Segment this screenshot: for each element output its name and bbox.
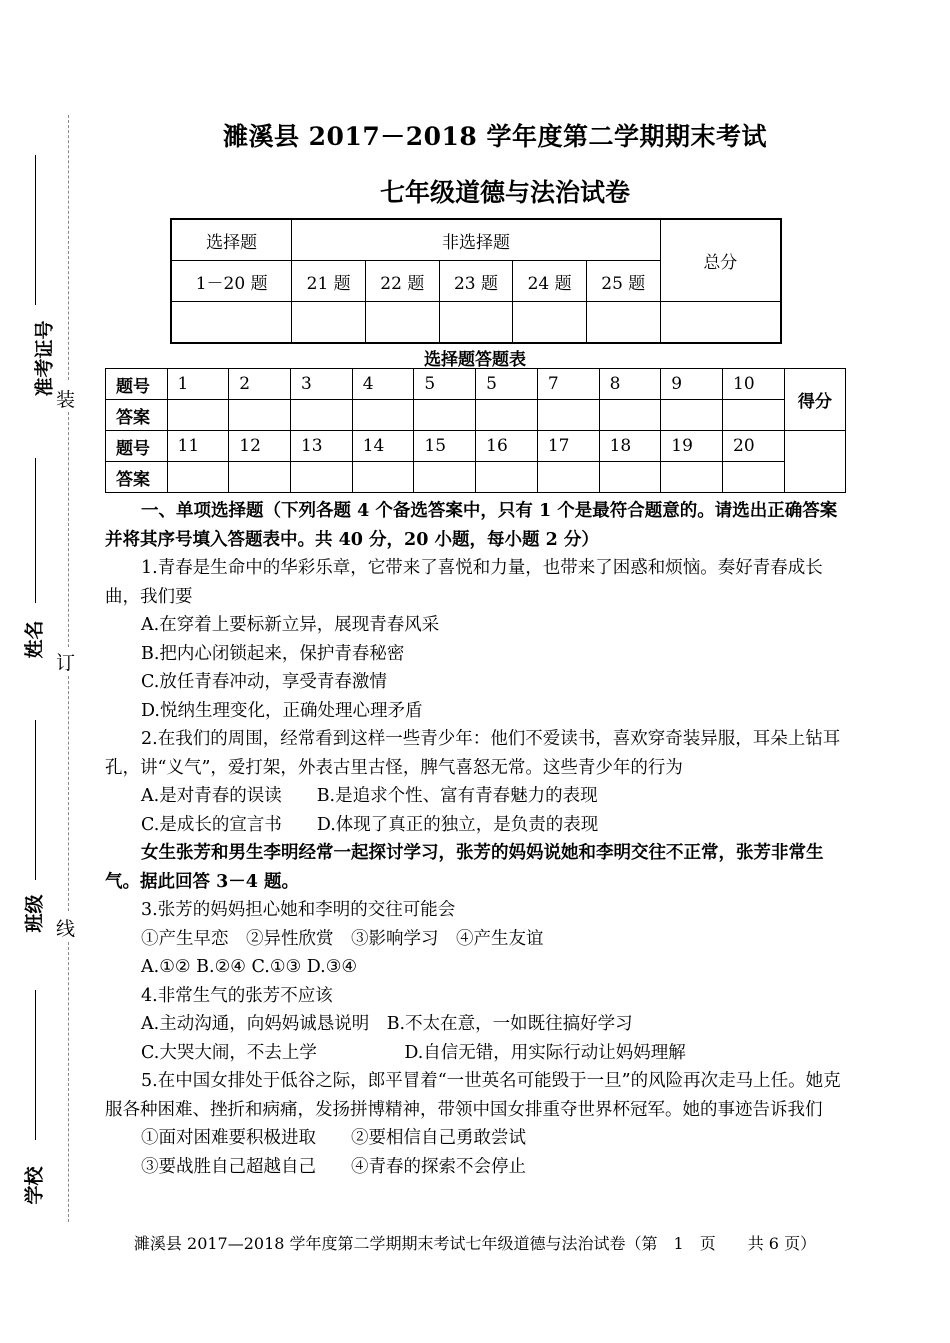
qno: 8 — [599, 369, 661, 400]
answer-table — [105, 368, 846, 493]
score-table — [170, 218, 782, 344]
score-sub-21: 21 题 — [292, 261, 366, 302]
answer-cell[interactable] — [723, 400, 785, 431]
q1-option-b: B.把内心闭锁起来，保护青春秘密 — [141, 643, 405, 664]
qno: 11 — [167, 431, 229, 462]
qno: 14 — [352, 431, 414, 462]
qno: 12 — [229, 431, 291, 462]
admission-label: 准考证号 — [33, 320, 56, 397]
binding-line-2 — [35, 458, 36, 603]
answer-cell[interactable] — [537, 400, 599, 431]
page-footer: 濉溪县 2017—2018 学年度第二学期期末考试七年级道德与法治试卷（第 1 页 共 6 页） — [133, 1234, 817, 1253]
qno: 19 — [661, 431, 723, 462]
q5-statements-2: ③要战胜自己超越自己 ④青春的探索不会停止 — [141, 1156, 526, 1177]
answer-cell[interactable] — [290, 400, 352, 431]
material-3-4: 女生张芳和男生李明经常一起探讨学习，张芳的妈妈说她和李明交往不正常，张芳非常生气。据此回答 3－4 题。 — [105, 843, 824, 892]
q3-statements: ①产生早恋 ②异性欣赏 ③影响学习 ④产生友谊 — [141, 928, 544, 949]
answer-cell[interactable] — [537, 462, 599, 493]
line-mark: 线 — [56, 918, 76, 940]
cut-line-top — [68, 115, 69, 380]
answer-cell[interactable] — [414, 400, 476, 431]
answer-cell[interactable] — [661, 400, 723, 431]
score-col-choice: 选择题 — [171, 219, 292, 261]
q4-options-cd: C.大哭大闹，不去上学 D.自信无错，用实际行动让妈妈理解 — [141, 1042, 686, 1063]
q5-statements-1: ①面对困难要积极进取 ②要相信自己勇敢尝试 — [141, 1128, 526, 1148]
score-fill-25[interactable] — [586, 302, 660, 344]
answer-row-numbers-2 — [106, 431, 846, 462]
answer-row-answers-2 — [106, 462, 846, 493]
answer-cell[interactable] — [599, 462, 661, 493]
score-fill-23[interactable] — [439, 302, 513, 344]
q2-options-ab: A.是对青春的误读 B.是追求个性、富有青春魅力的表现 — [141, 786, 598, 806]
question-2: 2.在我们的周围，经常看到这样一些青少年：他们不爱读书，喜欢穿奇装异服，耳朵上钻耳孔，讲“义气”，爱打架，外表古里古怪，脾气喜怒无常。这些青少年的行为 — [105, 729, 841, 778]
score-fill-choice[interactable] — [171, 302, 292, 344]
section-1-instructions: 一、单项选择题（下列各题 4 个备选答案中，只有 1 个是最符合题意的。请选出正确答案并将其序号填入答题表中。共 40 分，20 小题，每小题 2 分） — [105, 501, 838, 550]
bind-mark: 装 — [56, 389, 76, 411]
answer-cell[interactable] — [599, 400, 661, 431]
qno: 10 — [723, 369, 785, 400]
q1-option-a: A.在穿着上要标新立异，展现青春风采 — [141, 615, 440, 635]
label-ans: 答案 — [106, 400, 168, 431]
answer-row-numbers-1 — [106, 369, 846, 400]
answer-cell[interactable] — [414, 462, 476, 493]
label-no: 题号 — [106, 431, 168, 462]
school-label: 学校 — [23, 1166, 46, 1205]
cut-line-mid1 — [68, 412, 69, 647]
score-sub-25: 25 题 — [586, 261, 660, 302]
qno: 20 — [723, 431, 785, 462]
label-no: 题号 — [106, 369, 168, 400]
cut-line-mid2 — [68, 676, 69, 911]
q1-option-d: D.悦纳生理变化，正确处理心理矛盾 — [141, 700, 423, 721]
answer-cell[interactable] — [476, 400, 538, 431]
qno: 15 — [414, 431, 476, 462]
qno: 13 — [290, 431, 352, 462]
answer-cell[interactable] — [661, 462, 723, 493]
qno: 3 — [290, 369, 352, 400]
score-fill-24[interactable] — [513, 302, 587, 344]
label-ans: 答案 — [106, 462, 168, 493]
question-1: 1.青春是生命中的华彩乐章，它带来了喜悦和力量，也带来了困惑和烦恼。奏好青春成长曲，我们要 — [105, 558, 823, 607]
answer-row-answers-1 — [106, 400, 846, 431]
class-label: 班级 — [23, 894, 46, 933]
score-col-nonchoice: 非选择题 — [292, 219, 660, 261]
qno: 18 — [599, 431, 661, 462]
score-fill-21[interactable] — [292, 302, 366, 344]
binding-line-3 — [35, 720, 36, 880]
q3-options: A.①② B.②④ C.①③ D.③④ — [141, 957, 358, 977]
qno: 5 — [476, 369, 538, 400]
label-score: 得分 — [784, 369, 845, 431]
answer-cell[interactable] — [476, 462, 538, 493]
qno: 1 — [167, 369, 229, 400]
qno: 16 — [476, 431, 538, 462]
q4-options-ab: A.主动沟通，向妈妈诚恳说明 B.不太在意，一如既往搞好学习 — [141, 1014, 633, 1034]
answer-cell[interactable] — [290, 462, 352, 493]
score-fill-choice-table[interactable] — [784, 431, 845, 493]
staple-mark: 订 — [56, 652, 76, 674]
score-sub-24: 24 题 — [513, 261, 587, 302]
qno: 4 — [352, 369, 414, 400]
qno: 7 — [537, 369, 599, 400]
score-sub-23: 23 题 — [439, 261, 513, 302]
answer-cell[interactable] — [352, 400, 414, 431]
qno: 2 — [229, 369, 291, 400]
q1-option-c: C.放任青春冲动，享受青春激情 — [141, 672, 387, 692]
score-sub-choice: 1－20 题 — [171, 261, 292, 302]
question-body — [105, 497, 850, 1181]
question-4: 4.非常生气的张芳不应该 — [141, 985, 333, 1006]
question-3: 3.张芳的妈妈担心她和李明的交往可能会 — [141, 900, 456, 920]
answer-cell[interactable] — [167, 462, 229, 493]
binding-line-4 — [35, 990, 36, 1140]
score-col-total: 总分 — [660, 219, 781, 302]
exam-subtitle: 七年级道德与法治试卷 — [379, 178, 630, 207]
answer-cell[interactable] — [167, 400, 229, 431]
score-fill-22[interactable] — [366, 302, 440, 344]
answer-cell[interactable] — [352, 462, 414, 493]
qno: 17 — [537, 431, 599, 462]
score-fill-total[interactable] — [660, 302, 781, 344]
answer-table-caption: 选择题答题表 — [424, 350, 526, 370]
answer-cell[interactable] — [723, 462, 785, 493]
score-sub-22: 22 题 — [366, 261, 440, 302]
answer-cell[interactable] — [229, 400, 291, 431]
cut-line-bottom — [68, 942, 69, 1222]
exam-title: 濉溪县 2017－2018 学年度第二学期期末考试 — [222, 122, 768, 151]
name-label: 姓名 — [23, 620, 46, 659]
question-5: 5.在中国女排处于低谷之际，郎平冒着“一世英名可能毁于一旦”的风险再次走马上任。她克服各种困难、挫折和病痛，发扬拼博精神，带领中国女排重夺世界杯冠军。她的事迹告诉我们 — [105, 1071, 841, 1120]
qno: 9 — [661, 369, 723, 400]
qno: 5 — [414, 369, 476, 400]
q2-options-cd: C.是成长的宣言书 D.体现了真正的独立，是负责的表现 — [141, 814, 599, 835]
answer-cell[interactable] — [229, 462, 291, 493]
